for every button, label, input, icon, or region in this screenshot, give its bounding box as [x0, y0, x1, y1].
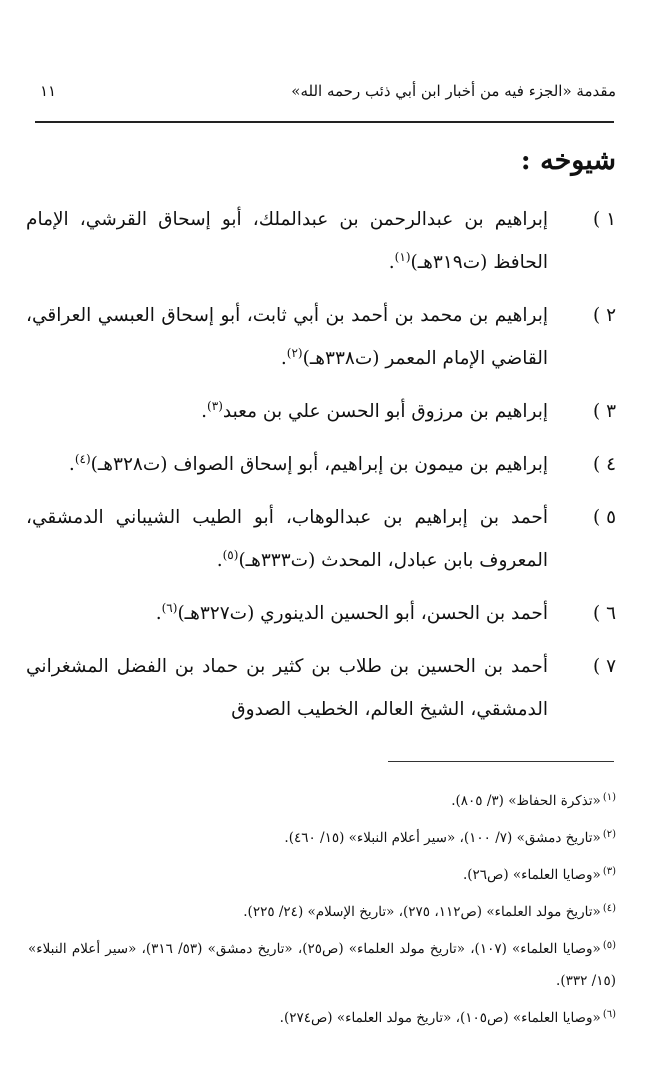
footnote-text: «وصايا العلماء» (١٠٧)، «تاريخ مولد العلماء» (ص٢٥)، «تاريخ دمشق» (٥٣/ ٣١٦)، «سير أعلام النبلاء» (١٥/ ٣٣٢).	[28, 941, 616, 989]
footnote-ref[interactable]: (٤)	[74, 451, 91, 466]
footnote-text: «تاريخ مولد العلماء» (ص١١٢، ٢٧٥)، «تاريخ الإسلام» (٢٤/ ٢٢٥).	[243, 904, 601, 920]
list-item	[26, 645, 616, 731]
footnote-text: «وصايا العلماء» (ص٢٦).	[462, 867, 601, 883]
list-item	[26, 592, 616, 635]
section-title: شيوخه :	[520, 145, 616, 176]
footnote-ref[interactable]: (٦)	[161, 600, 178, 615]
entry-number: ٥ )	[592, 507, 616, 528]
entry-text: إبراهيم بن ميمون بن إبراهيم، أبو إسحاق الصواف (ت٣٢٨هـ)$^{(٤)}$.	[68, 451, 548, 475]
entry-text: إبراهيم بن مرزوق أبو الحسن علي بن معبد$^{(٣)}$.	[201, 398, 548, 422]
entry-number: ٤ )	[592, 454, 616, 475]
teachers-list	[26, 198, 616, 741]
header-rule	[35, 121, 614, 123]
list-item	[26, 496, 616, 582]
list-item	[26, 294, 616, 380]
footnote	[28, 785, 616, 817]
footnote-mark: (٦)	[602, 1008, 616, 1020]
footnote	[28, 1002, 616, 1034]
entry-text: إبراهيم بن محمد بن أحمد بن أبي ثابت، أبو إسحاق العبسي العراقي، القاضي الإمام المعمر (ت٣٣٨هـ)$^{(٢)}$.	[26, 305, 548, 369]
page-number: ١١	[40, 82, 57, 100]
footnote-mark: (١)	[602, 791, 616, 803]
footnote-ref[interactable]: (١)	[394, 249, 411, 264]
footnote	[28, 933, 616, 997]
footnotes	[28, 785, 616, 1039]
footnote-ref[interactable]: (٥)	[222, 547, 239, 562]
footnote	[28, 896, 616, 928]
footnote-rule	[388, 761, 614, 762]
entry-number: ٣ )	[592, 401, 616, 422]
entry-text: أحمد بن الحسين بن طلاب بن كثير بن حماد بن الفضل المشغراني الدمشقي، الشيخ العالم، الخطيب الصدوق	[26, 656, 548, 720]
footnote-text: «وصايا العلماء» (ص١٠٥)، «تاريخ مولد العلماء» (ص٢٧٤).	[279, 1010, 601, 1026]
footnote	[28, 822, 616, 854]
entry-number: ٧ )	[592, 656, 616, 677]
list-item	[26, 443, 616, 486]
entry-text: إبراهيم بن عبدالرحمن بن عبدالملك، أبو إسحاق القرشي، الإمام الحافظ (ت٣١٩هـ)$^{(١)}$.	[26, 209, 548, 273]
running-head	[36, 80, 616, 106]
footnote	[28, 859, 616, 891]
footnote-ref[interactable]: (٣)	[207, 398, 223, 413]
footnote-mark: (٣)	[602, 865, 616, 877]
footnote-text: «تذكرة الحفاظ» (٣/ ٨٠٥).	[451, 793, 601, 809]
list-item	[26, 198, 616, 284]
entry-number: ٦ )	[592, 603, 616, 624]
entry-number: ٢ )	[592, 305, 616, 326]
list-item	[26, 390, 616, 433]
footnote-text: «تاريخ دمشق» (٧/ ١٠٠)، «سير أعلام النبلاء» (١٥/ ٤٦٠).	[284, 830, 601, 846]
footnote-mark: (٢)	[602, 828, 616, 840]
running-title: مقدمة «الجزء فيه من أخبار ابن أبي ذئب رحمه الله»	[291, 82, 616, 100]
footnote-ref[interactable]: (٢)	[286, 345, 303, 360]
footnote-mark: (٤)	[602, 902, 616, 914]
footnote-mark: (٥)	[602, 939, 616, 951]
entry-text: أحمد بن الحسن، أبو الحسين الدينوري (ت٣٢٧هـ)$^{(٦)}$.	[155, 600, 548, 624]
entry-number: ١ )	[592, 209, 616, 230]
entry-text: أحمد بن إبراهيم بن عبدالوهاب، أبو الطيب الشيباني الدمشقي، المعروف بابن عبادل، المحدث (ت٣٣٣هـ)$^{(٥)}$.	[26, 507, 548, 571]
